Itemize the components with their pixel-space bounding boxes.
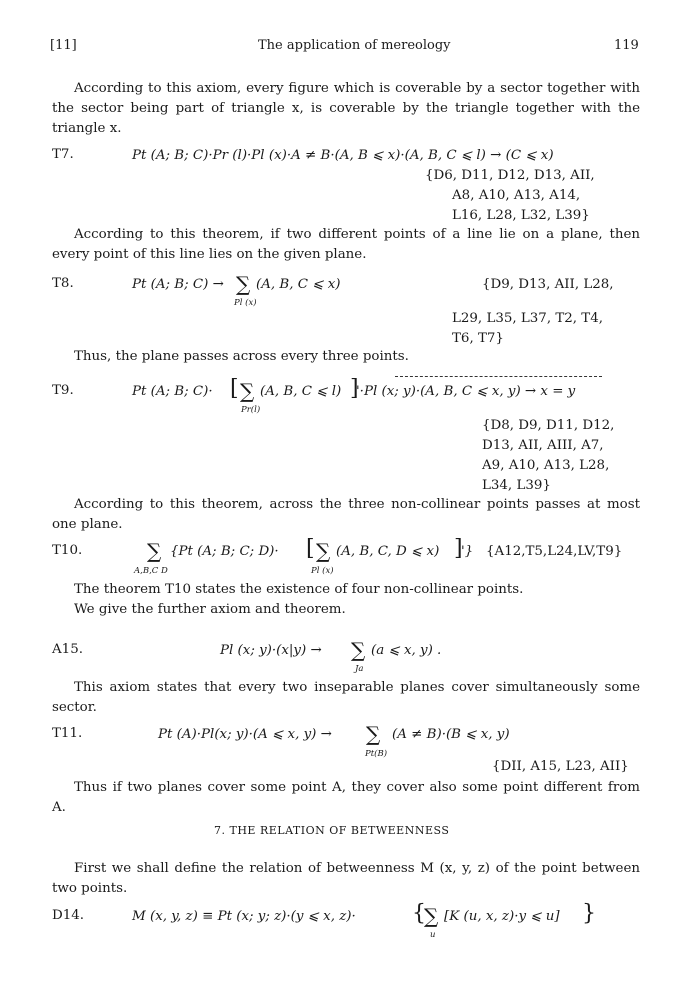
sum-sigma-icon: ∑	[236, 272, 251, 296]
theorem-t8-formula-right: (A, B, C ⩽ x)	[256, 277, 341, 292]
left-bracket: [	[230, 376, 239, 401]
left-bracket: [	[306, 536, 315, 561]
header-section-number: [11]	[50, 38, 77, 53]
definition-d14-sum-subscript: u	[430, 930, 436, 940]
theorem-t11-sum-subscript: Pt(B)	[365, 749, 388, 759]
right-bracket: ]	[454, 536, 463, 561]
definition-d14-formula-right: [K (u, x, z)·y ⩽ u]	[444, 909, 560, 924]
theorem-t11-refs: {DII, A15, L23, AII}	[492, 759, 629, 774]
theorem-t7-refs-line1: {D6, D11, D12, D13, AII,	[425, 168, 595, 183]
axiom-a15-sum-subscript: Ja	[355, 664, 364, 674]
paragraph-t9-commentary: According to this theorem, across the three non-collinear points passes at most one plane.	[52, 497, 640, 532]
theorem-t10-formula-middle: (A, B, C, D ⩽ x)	[336, 544, 440, 559]
theorem-t7-label: T7.	[52, 147, 74, 162]
theorem-t9-formula-middle: (A, B, C ⩽ l)	[260, 384, 342, 399]
paragraph-t11-commentary: Thus if two planes cover some point A, they cover also some point different from A.	[52, 780, 640, 815]
theorem-t10-sum-subscript-2: Pl (x)	[311, 566, 334, 576]
theorem-t11-label: T11.	[52, 726, 83, 741]
sum-sigma-icon: ∑	[366, 722, 381, 746]
header-title: The application of mereology	[258, 38, 451, 53]
paragraph-t10-commentary: The theorem T10 states the existence of four non-collinear points.	[74, 582, 524, 597]
paragraph-a15-commentary: This axiom states that every two inseparable planes cover simultaneously some sector.	[52, 680, 640, 715]
theorem-t7-formula: Pt (A; B; C)·Pr (l)·Pl (x)·A ≠ B·(A, B ⩽ x)·(A, B, C ⩽ l) → (C ⩽ x)	[132, 148, 554, 163]
theorem-t9-formula-left: Pt (A; B; C)·	[132, 384, 213, 399]
sum-sigma-icon: ∑	[424, 904, 439, 928]
page-number: 119	[614, 38, 639, 53]
theorem-t10-label: T10.	[52, 543, 83, 558]
axiom-a15-formula-right: (a ⩽ x, y) .	[371, 643, 442, 658]
paragraph-axiom-commentary: According to this axiom, every figure which is coverable by a sector together with the sector being part of triangle x, is coverable by the triangle together with the triangle x.	[52, 81, 640, 136]
sum-sigma-icon: ∑	[240, 379, 255, 403]
left-brace: {	[412, 901, 426, 926]
paragraph-plane-passes: Thus, the plane passes across every three points.	[74, 349, 409, 364]
section-heading: 7. THE RELATION OF BETWEENNESS	[214, 824, 450, 837]
theorem-t7-refs-line3: L16, L28, L32, L39}	[452, 208, 590, 223]
theorem-t8-refs-line1: {D9, D13, AII, L28,	[482, 277, 614, 292]
sum-sigma-icon: ∑	[147, 539, 162, 563]
theorem-t9-formula-right: '·Pl (x; y)·(A, B, C ⩽ x, y) → x = y	[356, 384, 576, 399]
theorem-t8-formula-left: Pt (A; B; C) →	[132, 277, 224, 292]
sum-sigma-icon: ∑	[316, 539, 331, 563]
theorem-t10-refs: {A12,T5,L24,LV,T9}	[486, 544, 623, 559]
definition-d14-formula-left: M (x, y, z) ≡ Pt (x; y; z)·(y ⩽ x, z)·	[132, 909, 356, 924]
axiom-a15-formula-left: Pl (x; y)·(x|y) →	[220, 643, 322, 658]
right-bracket: ]	[350, 376, 359, 401]
theorem-t10-sum-subscript-1: A,B,C D	[134, 566, 168, 576]
theorem-t8-label: T8.	[52, 276, 74, 291]
theorem-t8-refs-line3: T6, T7}	[452, 331, 504, 346]
theorem-t8-refs-line2: L29, L35, L37, T2, T4,	[452, 311, 604, 326]
theorem-t8-sum-subscript: Pl (x)	[234, 298, 257, 308]
theorem-t7-refs-line2: A8, A10, A13, A14,	[452, 188, 581, 203]
theorem-t10-formula-left: {Pt (A; B; C; D)·	[170, 544, 279, 559]
theorem-t9-refs-line3: A9, A10, A13, L28,	[482, 458, 610, 473]
right-brace: }	[582, 901, 596, 926]
definition-d14-label: D14.	[52, 908, 85, 923]
axiom-a15-label: A15.	[52, 642, 83, 657]
theorem-t10-formula-right: '}	[461, 544, 474, 559]
paragraph-t7-commentary: According to this theorem, if two different points of a line lie on a plane, then every point of this line lies on the given plane.	[52, 227, 640, 262]
paragraph-betweenness-intro: First we shall define the relation of betweenness M (x, y, z) of the point between two points.	[52, 861, 640, 896]
paragraph-further-axiom: We give the further axiom and theorem.	[74, 602, 346, 617]
overline-rule	[395, 376, 602, 377]
theorem-t9-refs-line4: L34, L39}	[482, 478, 551, 493]
sum-sigma-icon: ∑	[351, 638, 366, 662]
theorem-t9-sum-subscript: Pr(l)	[241, 405, 261, 415]
theorem-t9-refs-line2: D13, AII, AIII, A7,	[482, 438, 604, 453]
theorem-t9-refs-line1: {D8, D9, D11, D12,	[482, 418, 615, 433]
theorem-t9-label: T9.	[52, 383, 74, 398]
theorem-t11-formula-right: (A ≠ B)·(B ⩽ x, y)	[392, 727, 510, 742]
theorem-t11-formula-left: Pt (A)·Pl(x; y)·(A ⩽ x, y) →	[158, 727, 332, 742]
